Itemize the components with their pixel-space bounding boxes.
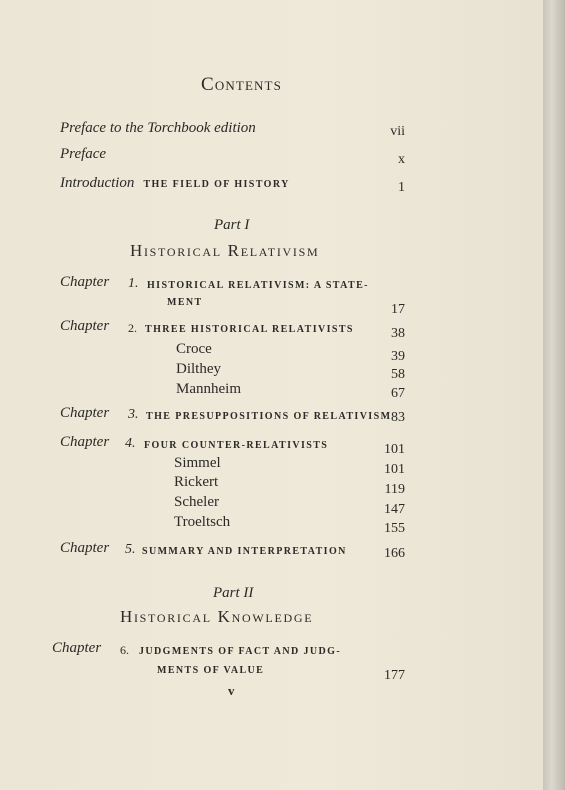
chapter-number: 1.: [128, 276, 139, 291]
page-number: 38: [391, 326, 405, 341]
page-number: 39: [391, 349, 405, 364]
toc-entry-introduction: [60, 174, 290, 192]
subsection-troeltsch: Troeltsch: [174, 514, 231, 530]
page-number: 83: [391, 410, 405, 425]
page-number: 119: [384, 482, 405, 497]
part-label: Part I: [214, 217, 250, 233]
subsection-croce: Croce: [176, 341, 212, 357]
chapter-title-cont: MENT: [167, 297, 203, 308]
page-title: Contents: [201, 74, 283, 95]
page-number: 166: [384, 546, 405, 561]
chapter-number: 6.: [120, 643, 129, 657]
chapter-number: 5.: [125, 542, 136, 557]
subsection-scheler: Scheler: [174, 494, 219, 510]
chapter-title: THE PRESUPPOSITIONS OF RELATIVISM: [146, 411, 392, 422]
chapter-title-cont: MENTS OF VALUE: [157, 665, 265, 676]
chapter-title: SUMMARY AND INTERPRETATION: [142, 546, 347, 557]
toc-entry-preface: Preface: [60, 146, 107, 162]
chapter-title: HISTORICAL RELATIVISM: A STATE-: [147, 280, 369, 291]
page-number: 17: [391, 302, 405, 317]
page-number: vii: [390, 124, 405, 139]
chapter-title: JUDGMENTS OF FACT AND JUDG-: [139, 646, 342, 657]
part-label: Part II: [213, 585, 254, 601]
page-number: 58: [391, 367, 405, 382]
entry-prefix: Introduction: [60, 175, 135, 191]
chapter-title: FOUR COUNTER-RELATIVISTS: [144, 440, 329, 451]
page-number: 147: [384, 502, 405, 517]
part-title: Historical Relativism: [130, 241, 320, 260]
page-number: 67: [391, 386, 405, 401]
page-number: 1: [398, 180, 405, 195]
chapter-prefix: Chapter: [60, 540, 110, 556]
chapter-prefix: Chapter: [60, 274, 110, 290]
page-number: 101: [384, 442, 405, 457]
page-number: x: [398, 152, 405, 167]
subsection-simmel: Simmel: [174, 455, 221, 471]
entry-title: THE FIELD OF HISTORY: [143, 179, 290, 190]
subsection-rickert: Rickert: [174, 474, 219, 490]
toc-entry-preface-torchbook: Preface to the Torchbook edition: [60, 120, 256, 136]
chapter-title: THREE HISTORICAL RELATIVISTS: [145, 324, 354, 335]
page-number: 177: [384, 668, 405, 683]
page-number: 101: [384, 462, 405, 477]
subsection-dilthey: Dilthey: [176, 361, 221, 377]
page-number: 155: [384, 521, 405, 536]
chapter-prefix: Chapter: [60, 318, 110, 334]
folio: v: [228, 683, 235, 698]
part-title: Historical Knowledge: [120, 607, 314, 626]
chapter-number: 4.: [125, 436, 136, 451]
chapter-number: 2.: [128, 321, 137, 335]
chapter-prefix: Chapter: [60, 405, 110, 421]
subsection-mannheim: Mannheim: [176, 381, 241, 397]
chapter-prefix: Chapter: [60, 434, 110, 450]
page-edge: [543, 0, 565, 790]
chapter-prefix: Chapter: [52, 640, 102, 656]
chapter-number: 3.: [128, 407, 139, 422]
